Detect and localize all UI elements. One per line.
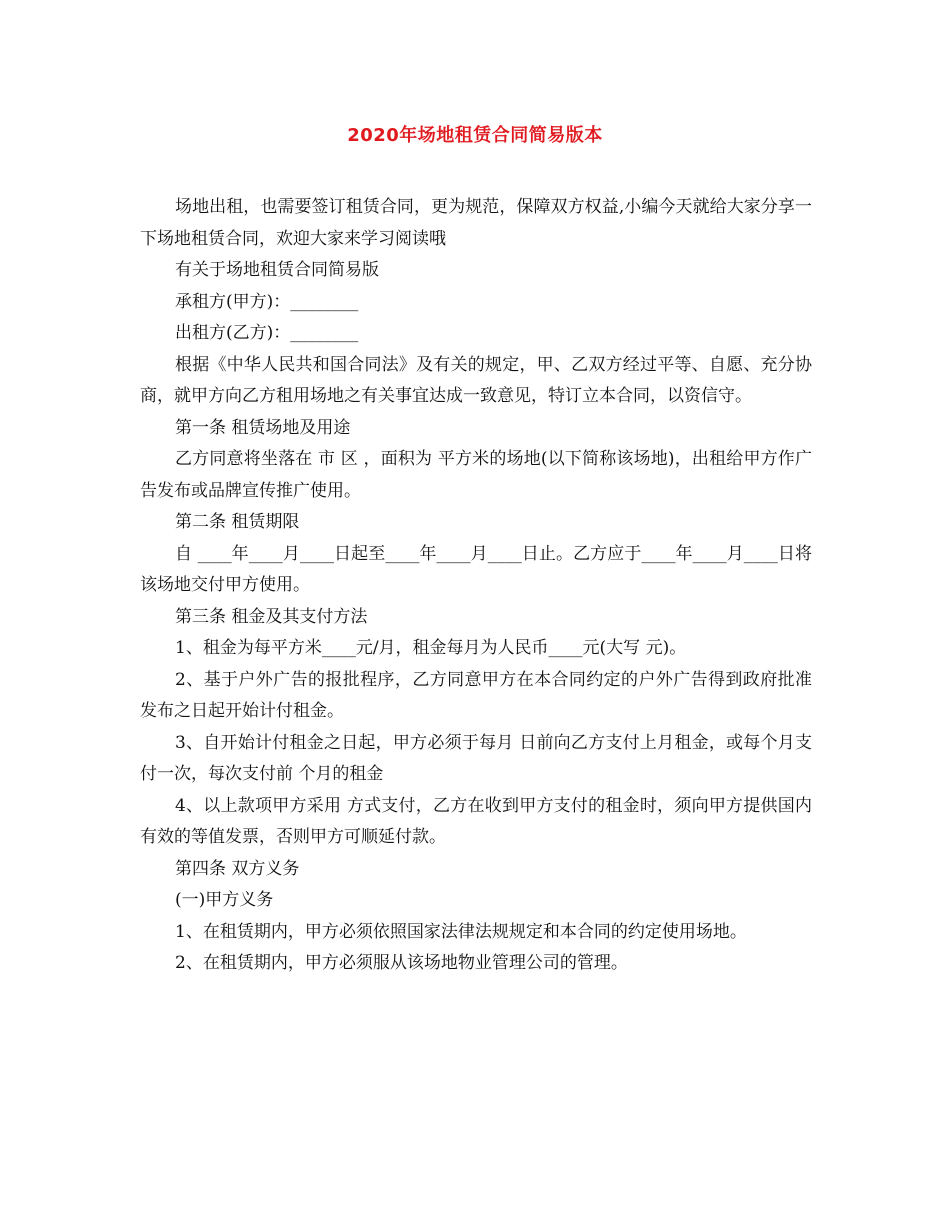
party-a-obligation-2: 2、在租赁期内，甲方必须服从该场地物业管理公司的管理。 xyxy=(175,953,628,973)
party-a-line: 承租方(甲方)：________ xyxy=(175,291,359,312)
document-title: 2020年场地租赁合同简易版本 xyxy=(347,125,603,146)
article-1-text: 乙方同意将坐落在 市 区 ，面积为 平方米的场地(以下简称该场地)，出租给甲方作广告发布或品牌宣传推广使用。 xyxy=(140,449,812,501)
article-3-item-3: 3、自开始计付租金之日起，甲方必须于每月 日前向乙方支付上月租金，或每个月支付一次，每次支付前 个月的租金 xyxy=(140,732,812,784)
document-body xyxy=(140,192,812,980)
article-3-item-1: 1、租金为每平方米____元/月，租金每月为人民币____元(大写 元)。 xyxy=(175,638,687,658)
article-3-item-2: 2、基于户外广告的报批程序，乙方同意甲方在本合同约定的户外广告得到政府批准发布之日起开始计付租金。 xyxy=(140,669,812,721)
article-2-text: 自 ____年____月____日起至____年____月____日止。乙方应于____年____月____日将该场地交付甲方使用。 xyxy=(140,543,812,595)
article-3-item-4: 4、以上款项甲方采用 方式支付，乙方在收到甲方支付的租金时，须向甲方提供国内有效的等值发票，否则甲方可顺延付款。 xyxy=(140,795,812,847)
subtitle-line: 有关于场地租赁合同简易版 xyxy=(175,260,379,280)
party-b-line: 出租方(乙方)：________ xyxy=(175,323,359,343)
party-a-obligation-1: 1、在租赁期内，甲方必须依照国家法律法规规定和本合同的约定使用场地。 xyxy=(175,921,747,942)
article-3-heading: 第三条 租金及其支付方法 xyxy=(175,606,368,627)
article-2-heading: 第二条 租赁期限 xyxy=(175,512,300,532)
article-1-heading: 第一条 租赁场地及用途 xyxy=(175,417,351,438)
intro-paragraph: 场地出租，也需要签订租赁合同，更为规范，保障双方权益,小编今天就给大家分享一下场地租赁合同，欢迎大家来学习阅读哦 xyxy=(140,197,812,249)
preamble-paragraph: 根据《中华人民共和国合同法》及有关的规定，甲、乙双方经过平等、自愿、充分协商，就甲方向乙方租用场地之有关事宜达成一致意见，特订立本合同，以资信守。 xyxy=(140,354,812,406)
party-a-obligations-heading: (一)甲方义务 xyxy=(175,890,274,910)
article-4-heading: 第四条 双方义务 xyxy=(175,858,300,879)
